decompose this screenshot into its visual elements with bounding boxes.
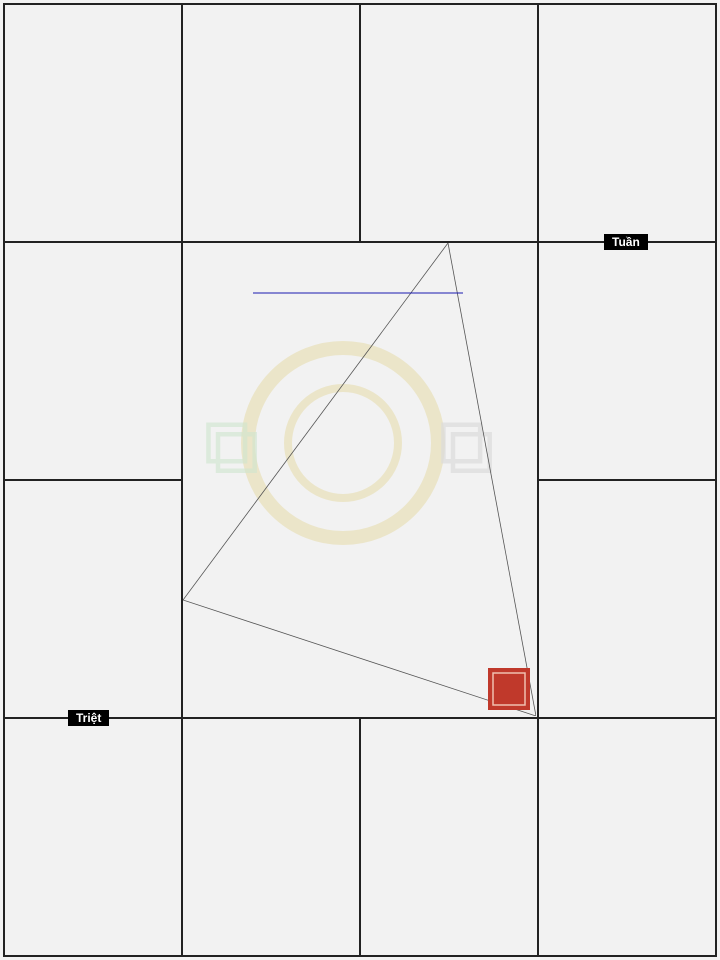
grid-line [537, 3, 539, 243]
palace-tat-ach [184, 5, 358, 240]
palace-header [546, 734, 709, 750]
palace-tai-bach [362, 5, 536, 240]
palace-header [11, 19, 174, 35]
triet-tag: Triệt [68, 710, 109, 726]
palace-footer [368, 935, 530, 949]
grid-line [181, 717, 183, 957]
grid-line [537, 717, 539, 957]
palace-footer [546, 220, 709, 234]
palace-footer [11, 458, 174, 472]
palace-footer [11, 220, 174, 234]
palace-header [546, 258, 709, 274]
palace-header [11, 734, 174, 750]
palace-footer [546, 458, 709, 472]
tuan-tag: Tuần [604, 234, 648, 250]
palace-footer [11, 696, 174, 710]
palace-no-boc [5, 244, 180, 478]
svg-text:⧉: ⧉ [438, 399, 496, 492]
grid-line [3, 479, 183, 481]
palace-tu-tuc [540, 5, 715, 240]
grid-line [181, 3, 183, 243]
palace-footer [368, 220, 530, 234]
palace-header [11, 496, 174, 512]
grid-line [359, 717, 361, 957]
palace-quan-loc [5, 482, 180, 716]
palace-header [546, 496, 709, 512]
palace-header [546, 19, 709, 35]
palace-huynh-de [540, 482, 715, 716]
palace-header [190, 19, 352, 35]
svg-text:⧉: ⧉ [203, 399, 261, 492]
palace-footer [11, 935, 174, 949]
palace-dien-trach [5, 720, 180, 955]
center-watermark [183, 243, 536, 716]
palace-header [368, 734, 530, 750]
palace-footer [546, 935, 709, 949]
palace-menh [540, 720, 715, 955]
center-info [183, 243, 536, 716]
palace-footer [190, 935, 352, 949]
palace-header [11, 258, 174, 274]
grid-line [537, 479, 717, 481]
grid-line [359, 3, 361, 243]
palace-header [190, 734, 352, 750]
palace-phuc-duc [184, 720, 358, 955]
palace-thien-di [5, 5, 180, 240]
palace-footer [546, 696, 709, 710]
palace-footer [190, 220, 352, 234]
palace-phu-mau [362, 720, 536, 955]
palace-the [540, 244, 715, 478]
palace-header [368, 19, 530, 35]
